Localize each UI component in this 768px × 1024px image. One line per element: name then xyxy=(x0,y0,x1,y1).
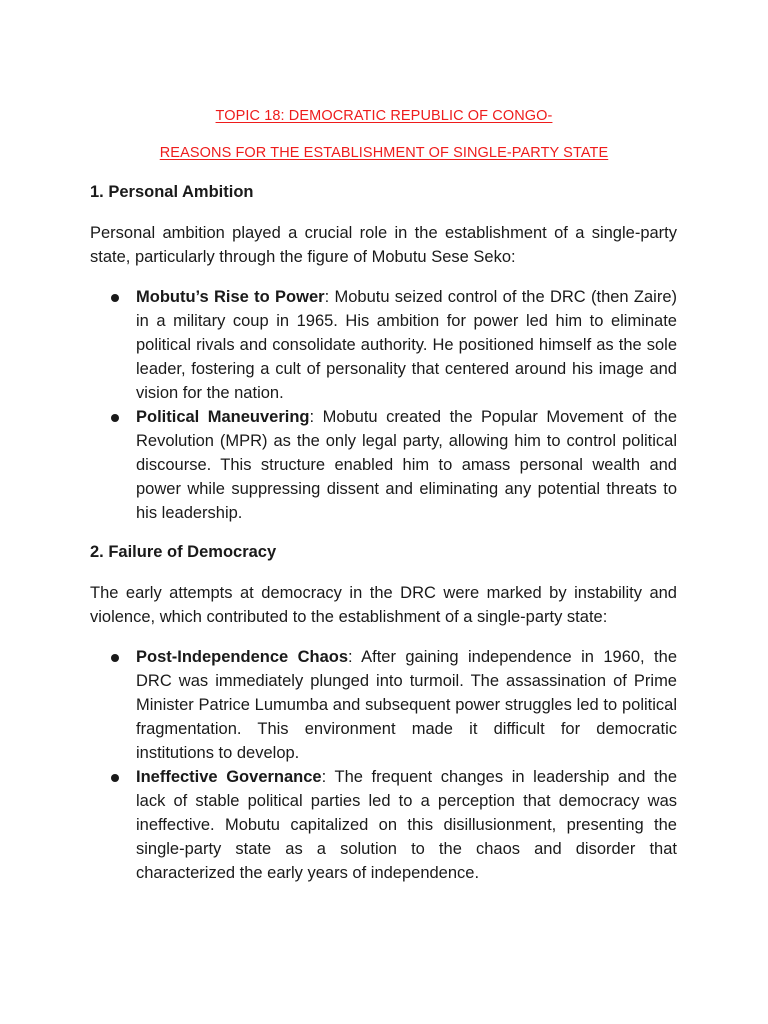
section-heading-failure-of-democracy: 2. Failure of Democracy xyxy=(90,543,277,561)
document-title: TOPIC 18: DEMOCRATIC REPUBLIC OF CONGO- xyxy=(215,108,553,124)
bullet-item xyxy=(136,765,677,885)
bullet-term: Ineffective Governance xyxy=(136,768,322,786)
bullet-term: Mobutu’s Rise to Power xyxy=(136,288,325,306)
bullet-text: : Mobutu seized control of the DRC (then Zaire) in a military coup in 1965. His ambition for power led him to eliminate political rivals and consolidate authority. He positioned himself as the sole leader, fostering a cult of personality that centered around his image and vision for the nation. xyxy=(136,288,678,402)
bullet-dot-icon xyxy=(111,294,119,302)
bullet-term: Post-Independence Chaos xyxy=(136,648,349,666)
section-heading-personal-ambition: 1. Personal Ambition xyxy=(90,183,254,201)
section-intro-paragraph: The early attempts at democracy in the DRC were marked by instability and violence, which contributed to the establishment of a single-party state: xyxy=(90,584,677,626)
bullet-text: : After gaining independence in 1960, the DRC was immediately plunged into turmoil. The assassination of Prime Minister Patrice Lumumba and subsequent power struggles led to political fragmentation. This environment made it difficult for democratic institutions to develop. xyxy=(136,648,677,762)
document-subtitle: REASONS FOR THE ESTABLISHMENT OF SINGLE-PARTY STATE xyxy=(159,145,609,161)
bullet-list-failure-of-democracy xyxy=(136,645,677,885)
bullet-dot-icon xyxy=(111,774,119,782)
bullet-text: : Mobutu created the Popular Movement of the Revolution (MPR) as the only legal party, allowing him to control political discourse. This structure enabled him to amass personal wealth and power while suppressing dissent and eliminating any potential threats to his leadership. xyxy=(136,408,678,522)
bullet-dot-icon xyxy=(111,414,119,422)
section-intro-paragraph: Personal ambition played a crucial role in the establishment of a single-party state, particularly through the figure of Mobutu Sese Seko: xyxy=(90,224,677,266)
bullet-dot-icon xyxy=(111,654,119,662)
bullet-text: : The frequent changes in leadership and the lack of stable political parties led to a perception that democracy was ineffective. Mobutu capitalized on this disillusionment, presenting the single-party state as a solution to the chaos and disorder that characterized the early years of independence. xyxy=(136,768,677,882)
bullet-list-personal-ambition xyxy=(136,285,677,525)
bullet-term: Political Maneuvering xyxy=(136,408,310,426)
bullet-item xyxy=(136,645,677,765)
bullet-item xyxy=(136,285,677,405)
bullet-item xyxy=(136,405,677,525)
